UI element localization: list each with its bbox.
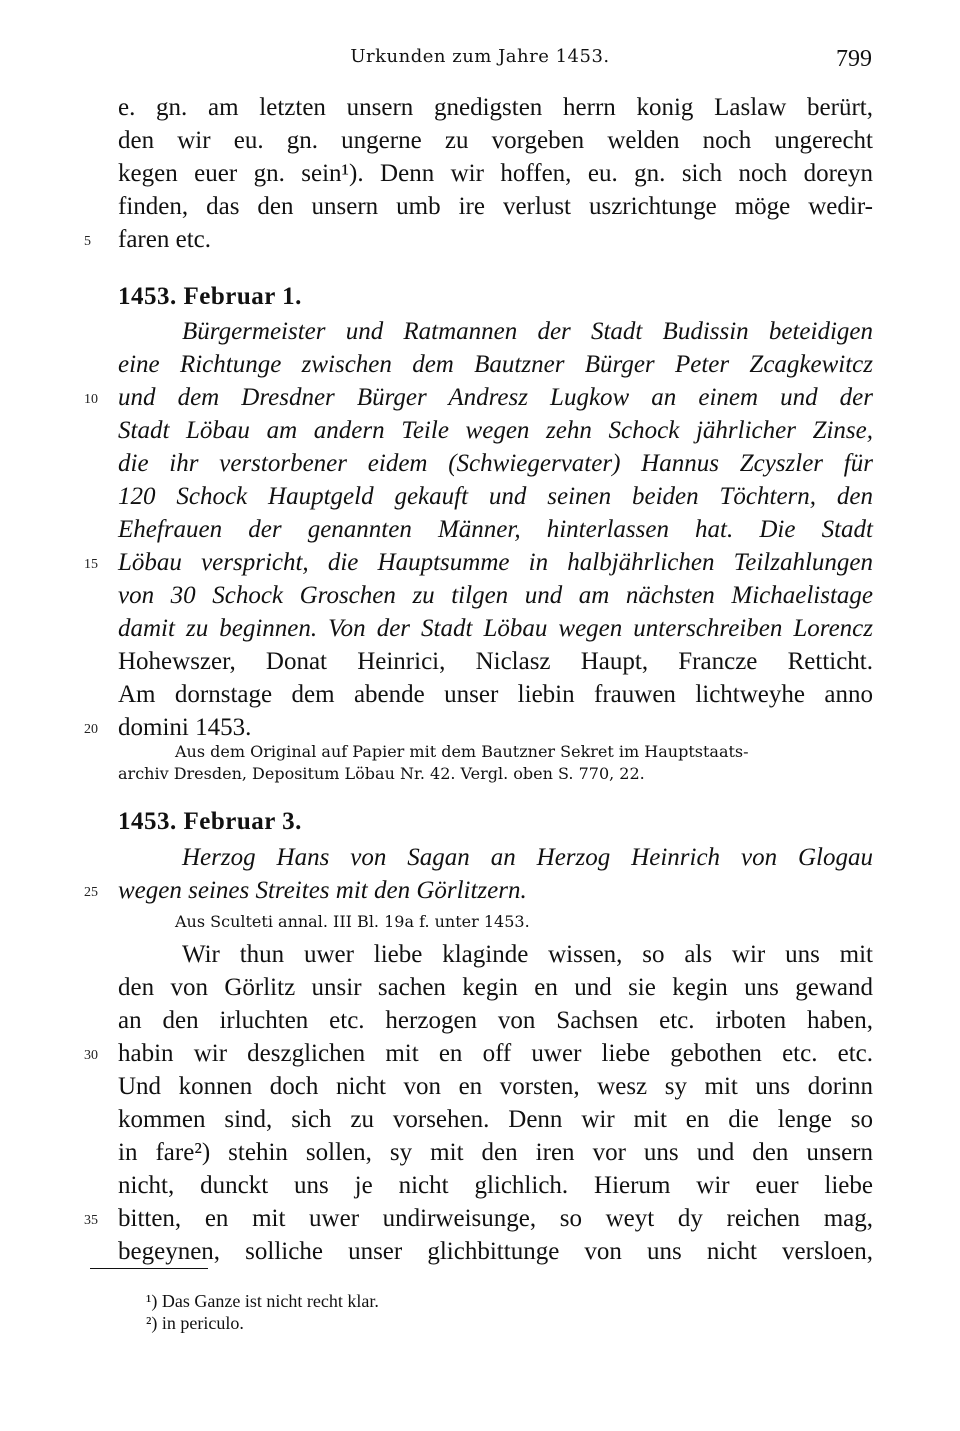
text-line: den wir eu. gn. ungerne zu vorgeben welden noch ungerecht <box>118 127 873 154</box>
footnote: ¹) Das Ganze ist nicht recht klar. <box>146 1291 379 1311</box>
text-line: kommen sind, sich zu vorsehen. Denn wir mit en die lenge so <box>118 1106 873 1133</box>
footnote: ²) in periculo. <box>146 1313 244 1333</box>
text-line: begeynen, solliche unser glichbittunge von uns nicht versloen, <box>118 1238 873 1265</box>
source-note: Aus dem Original auf Papier mit dem Bautzner Sekret im Hauptstaats- <box>175 742 749 761</box>
text-line: faren etc. <box>118 226 211 253</box>
line-number: 5 <box>84 234 91 249</box>
text-line: Hohewszer, Donat Heinrici, Niclasz Haupt, Francze Retticht. <box>118 648 873 675</box>
text-line: nicht, dunckt uns je nicht glichlich. Hierum wir euer liebe <box>118 1172 873 1199</box>
text-line: kegen euer gn. sein¹). Denn wir hoffen, eu. gn. sich noch doreyn <box>118 160 873 187</box>
text-line: habin wir deszglichen mit en off uwer liebe gebothen etc. etc. <box>118 1040 873 1067</box>
summary-line: Löbau verspricht, die Hauptsumme in halbjährlichen Teilzahlungen <box>118 549 873 576</box>
text-line: bitten, en mit uwer undirweisunge, so weyt dy reichen mag, <box>118 1205 873 1232</box>
summary-line: von 30 Schock Groschen zu tilgen und am nächsten Michaelistage <box>118 582 873 609</box>
text-line: domini 1453. <box>118 714 252 741</box>
footnote-rule <box>90 1268 208 1269</box>
summary-line: 120 Schock Hauptgeld gekauft und seinen beiden Töchtern, den <box>118 483 873 510</box>
summary-line: damit zu beginnen. Von der Stadt Löbau wegen unterschreiben Lorencz <box>118 615 873 642</box>
text-line: in fare²) stehin sollen, sy mit den iren vor uns und den unsern <box>118 1139 873 1166</box>
text-line: Und konnen doch nicht von en vorsten, wesz sy mit uns dorinn <box>118 1073 873 1100</box>
text-line: den von Görlitz unsir sachen kegin en und sie kegin uns gewand <box>118 974 873 1001</box>
line-number: 20 <box>84 722 98 737</box>
summary-line: wegen seines Streites mit den Görlitzern. <box>118 877 527 904</box>
page-number: 799 <box>836 46 872 72</box>
source-note: archiv Dresden, Depositum Löbau Nr. 42. Vergl. oben S. 770, 22. <box>118 764 645 783</box>
line-number: 10 <box>84 392 98 407</box>
line-number: 35 <box>84 1213 98 1228</box>
summary-line: und dem Dresdner Bürger Andresz Lugkow an einem und der <box>118 384 873 411</box>
text-line: Am dornstage dem abende unser liebin frauwen lichtweyhe anno <box>118 681 873 708</box>
summary-line: Stadt Löbau am andern Teile wegen zehn Schock jährlicher Zinse, <box>118 417 873 444</box>
running-title: Urkunden zum Jahre 1453. <box>350 46 610 67</box>
line-number: 15 <box>84 557 98 572</box>
text-line: Wir thun uwer liebe klaginde wissen, so als wir uns mit <box>182 941 873 968</box>
source-note: Aus Sculteti annal. III Bl. 19a f. unter 1453. <box>175 912 530 931</box>
line-number: 30 <box>84 1048 98 1063</box>
entry-heading: 1453. Februar 3. <box>118 808 302 835</box>
text-line: e. gn. am letzten unsern gnedigsten herrn konig Laslaw berürt, <box>118 94 873 121</box>
text-line: finden, das den unsern umb ire verlust uszrichtunge möge wedir- <box>118 193 873 220</box>
summary-line: die ihr verstorbener eidem (Schwiegervater) Hannus Zcyszler für <box>118 450 873 477</box>
summary-line: eine Richtunge zwischen dem Bautzner Bürger Peter Zcagkewitcz <box>118 351 873 378</box>
text-line: an den irluchten etc. herzogen von Sachsen etc. irboten haben, <box>118 1007 873 1034</box>
summary-line: Bürgermeister und Ratmannen der Stadt Budissin beteidigen <box>182 318 873 345</box>
entry-heading: 1453. Februar 1. <box>118 283 302 310</box>
line-number: 25 <box>84 885 98 900</box>
summary-line: Herzog Hans von Sagan an Herzog Heinrich von Glogau <box>182 844 873 871</box>
summary-line: Ehefrauen der genannten Männer, hinterlassen hat. Die Stadt <box>118 516 873 543</box>
